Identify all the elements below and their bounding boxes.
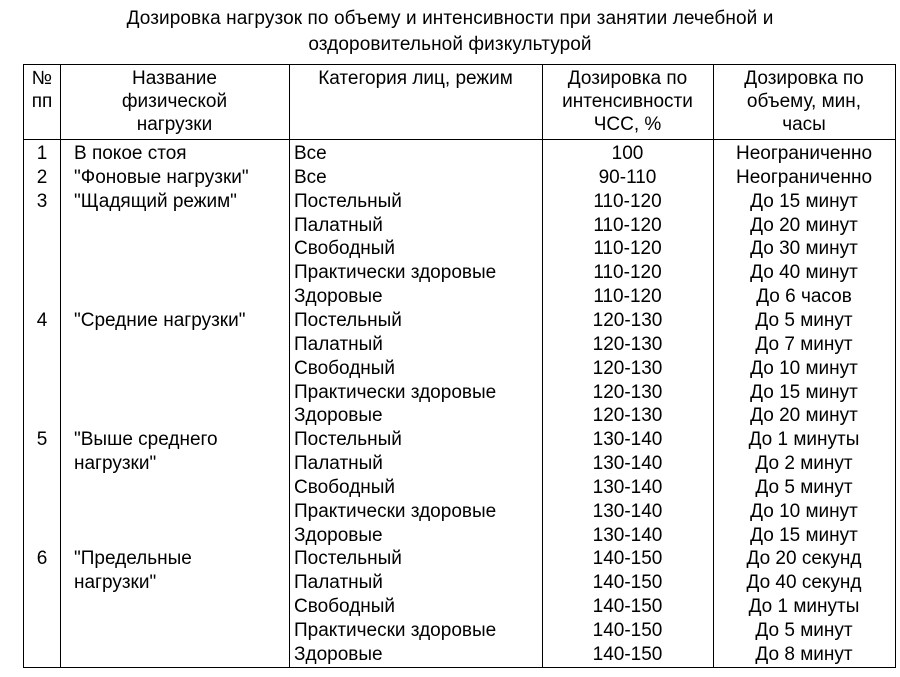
- cell-intensity: 140-150: [592, 643, 663, 665]
- cell-category: Свободный: [294, 357, 396, 379]
- cell-volume: До 5 минут: [755, 309, 853, 331]
- cell-intensity: 110-120: [593, 238, 662, 260]
- cell-intensity: 140-150: [592, 572, 663, 594]
- cell-number: 3: [36, 190, 48, 212]
- cell-intensity: 110-120: [593, 286, 662, 308]
- cell-category: Постельный: [294, 309, 402, 331]
- cell-category: Постельный: [294, 190, 402, 212]
- cell-category: Свободный: [294, 238, 396, 260]
- cell-intensity: 90-110: [598, 166, 657, 188]
- cell-volume: До 6 часов: [756, 286, 852, 308]
- cell-category: Здоровые: [294, 286, 383, 308]
- cell-intensity: 130-140: [592, 453, 663, 475]
- cell-volume: До 1 минуты: [748, 429, 860, 451]
- cell-intensity: 140-150: [592, 548, 663, 570]
- header-category: Категория лиц, режим: [318, 68, 513, 89]
- cell-category: Палатный: [294, 333, 383, 355]
- cell-category: Палатный: [294, 214, 383, 236]
- cell-category: Постельный: [294, 548, 402, 570]
- cell-intensity: 120-130: [592, 333, 663, 355]
- cell-intensity: 120-130: [592, 381, 663, 403]
- cell-category: Здоровые: [294, 643, 383, 665]
- cell-intensity: 100: [611, 143, 644, 164]
- column-divider: [289, 65, 290, 667]
- cell-number: 6: [36, 548, 48, 570]
- cell-load-name: В покое стоя: [74, 143, 187, 164]
- cell-intensity: 110-120: [593, 190, 662, 212]
- cell-category: Практически здоровые: [294, 262, 497, 284]
- cell-category: Все: [294, 166, 327, 188]
- cell-load-name: "Предельные нагрузки": [74, 548, 192, 594]
- header-intensity: Дозировка по интенсивности ЧСС, %: [562, 68, 693, 135]
- cell-volume: До 15 минут: [750, 381, 858, 403]
- cell-load-name: "Щадящий режим": [74, 190, 237, 212]
- cell-volume: До 5 минут: [755, 476, 853, 498]
- cell-intensity: 120-130: [592, 405, 663, 427]
- cell-category: Палатный: [294, 453, 383, 475]
- cell-number: 1: [36, 143, 48, 164]
- header-divider: [24, 139, 895, 140]
- cell-intensity: 130-140: [592, 429, 663, 451]
- cell-category: Практически здоровые: [294, 620, 497, 641]
- cell-volume: До 15 минут: [750, 190, 858, 212]
- cell-category: Все: [294, 143, 327, 164]
- cell-number: 2: [36, 166, 48, 188]
- title-line-1: Дозировка нагрузок по объему и интенсивности при занятии лечебной и: [126, 8, 774, 29]
- cell-category: Палатный: [294, 572, 383, 594]
- cell-intensity: 130-140: [592, 524, 663, 546]
- header-volume: Дозировка по объему, мин, часы: [744, 68, 864, 135]
- cell-volume: До 10 минут: [750, 357, 858, 379]
- cell-intensity: 120-130: [592, 357, 663, 379]
- dosage-table: [23, 64, 896, 668]
- cell-volume: До 40 секунд: [746, 572, 862, 594]
- cell-number: 4: [36, 309, 48, 331]
- cell-intensity: 120-130: [592, 309, 663, 331]
- header-num: № пп: [31, 68, 53, 112]
- cell-intensity: 130-140: [592, 476, 663, 498]
- cell-category: Здоровые: [294, 405, 383, 427]
- cell-intensity: 140-150: [592, 620, 663, 641]
- column-divider: [60, 65, 61, 667]
- header-name: Название физической нагрузки: [121, 68, 228, 135]
- cell-volume: До 20 минут: [750, 214, 858, 236]
- cell-load-name: "Средние нагрузки": [74, 309, 246, 331]
- cell-volume: До 7 минут: [755, 333, 853, 355]
- cell-category: Свободный: [294, 476, 396, 498]
- cell-intensity: 130-140: [592, 500, 663, 522]
- cell-volume: До 20 минут: [750, 405, 858, 427]
- cell-category: Здоровые: [294, 524, 383, 546]
- cell-volume: Неограниченно: [735, 143, 873, 164]
- cell-volume: До 30 минут: [750, 238, 858, 260]
- cell-load-name: "Выше среднего нагрузки": [74, 429, 218, 475]
- cell-volume: До 2 минут: [755, 453, 853, 475]
- cell-volume: До 5 минут: [755, 620, 853, 641]
- cell-volume: До 1 минуты: [748, 596, 860, 618]
- cell-category: Постельный: [294, 429, 402, 451]
- cell-volume: До 15 минут: [750, 524, 858, 546]
- cell-category: Практически здоровые: [294, 500, 497, 522]
- cell-intensity: 110-120: [593, 262, 662, 284]
- document-title: [0, 6, 900, 58]
- cell-volume: До 40 минут: [750, 262, 858, 284]
- cell-intensity: 110-120: [593, 214, 662, 236]
- cell-intensity: 140-150: [592, 596, 663, 618]
- cell-number: 5: [36, 429, 48, 451]
- cell-volume: Неограниченно: [735, 166, 873, 188]
- cell-volume: До 20 секунд: [746, 548, 862, 570]
- cell-load-name: "Фоновые нагрузки": [74, 166, 249, 188]
- cell-volume: До 10 минут: [750, 500, 858, 522]
- cell-category: Практически здоровые: [294, 381, 497, 403]
- title-line-2: оздоровительной физкультурой: [308, 34, 592, 55]
- cell-volume: До 8 минут: [755, 643, 853, 665]
- cell-category: Свободный: [294, 596, 396, 618]
